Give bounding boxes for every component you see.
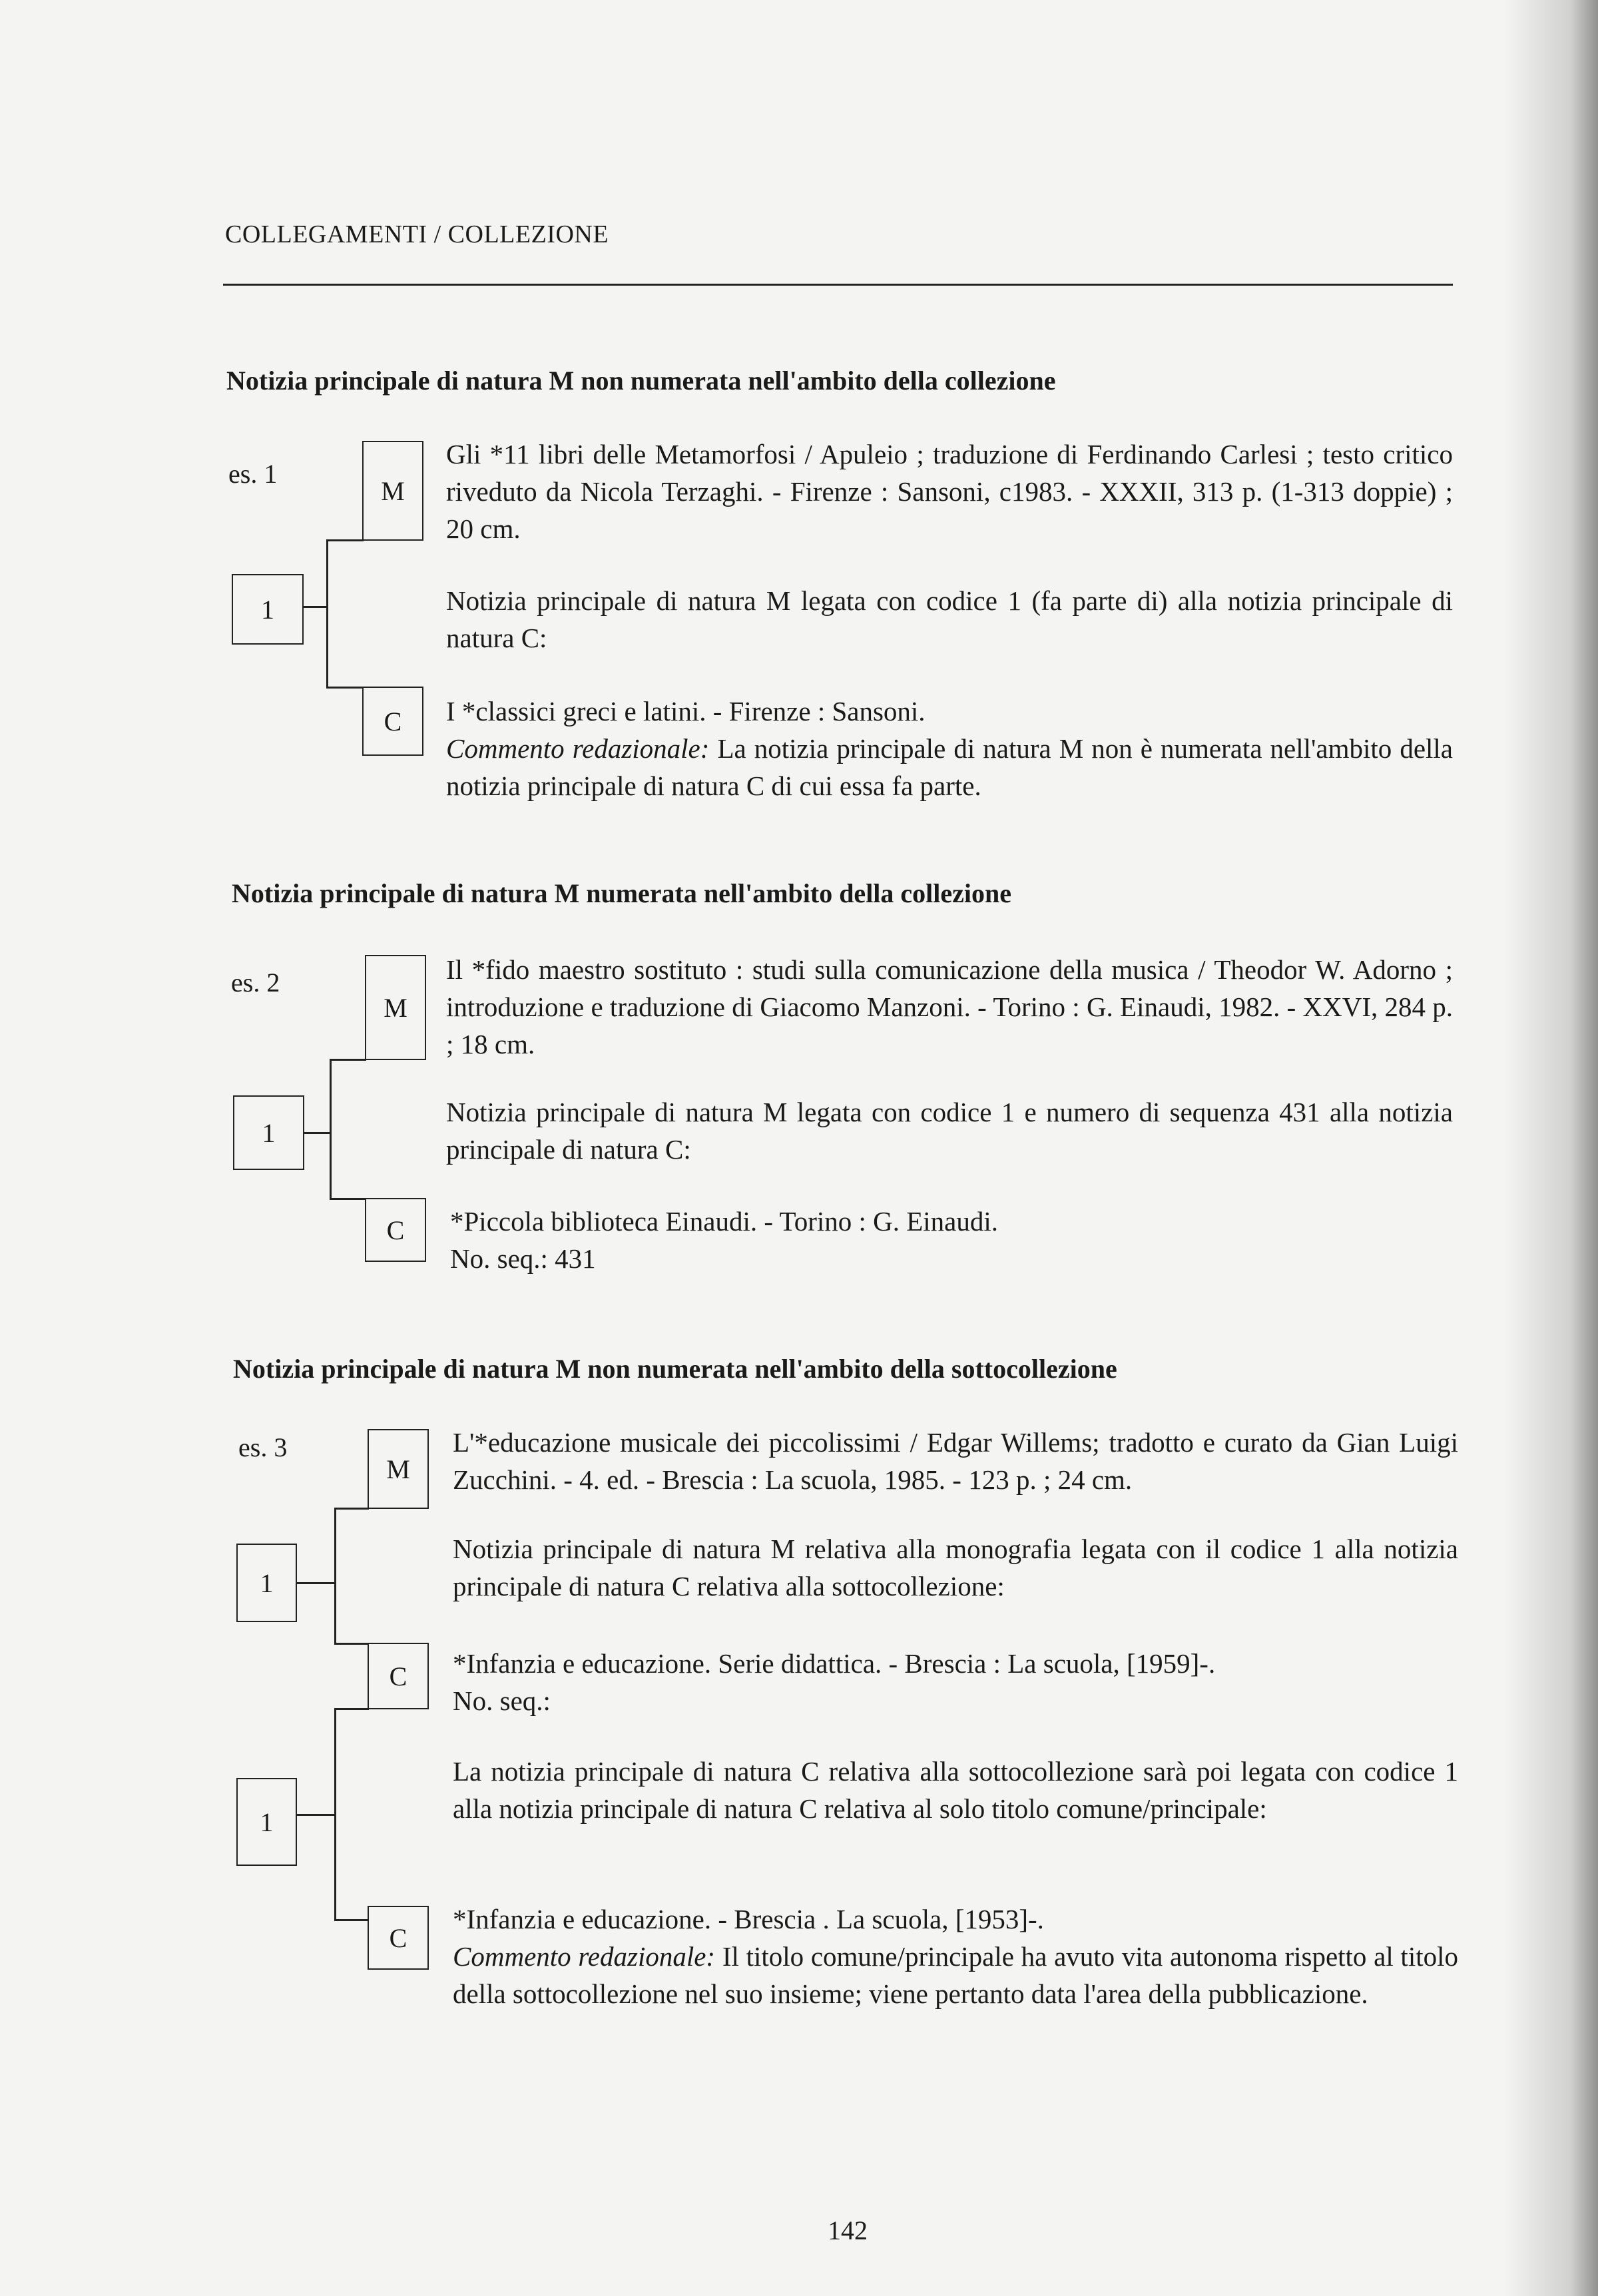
c-box: C [368,1643,429,1709]
c-record-text: *Infanzia e educazione. - Brescia . La scuola, [1953]-. Commento redazionale: Il titolo comune/principale ha avuto vita autonoma rispetto al titolo della sottocollezione nel suo insieme; viene pertanto data l'area della pubblicazione. [453,1904,1459,2009]
connector-line [303,606,326,608]
connector-line [304,1132,330,1134]
c-box: C [362,687,423,756]
header-rule [223,284,1453,286]
c-box: C [365,1198,426,1262]
running-header: COLLEGAMENTI / COLLEZIONE [225,220,609,248]
link-description: Notizia principale di natura M legata con codice 1 (fa parte di) alla notizia principale di natura C: [446,585,1453,653]
comment-text: La notizia principale di natura M non è numerata nell'ambito della notizia principale di natura C di cui essa fa parte. [446,733,1454,801]
section-3-example-label: es. 3 [238,1432,288,1462]
connector-line [296,1814,334,1816]
page-number: 142 [828,2215,868,2245]
connector-line [334,1708,336,1921]
connector-line [296,1582,334,1584]
link-description: Notizia principale di natura M relativa alla monografia legata con il codice 1 alla notizia principale di natura C relativa alla sottocollezione: [453,1534,1458,1601]
sequence-number: No. seq.: [453,1685,551,1716]
section-2-heading: Notizia principale di natura M numerata nell'ambito della collezione [232,878,1012,908]
link-code-box: 1 [233,1095,304,1170]
m-box: M [362,441,423,541]
section-1-heading: Notizia principale di natura M non numerata nell'ambito della collezione [226,366,1056,396]
connector-line [326,539,364,541]
c-box: C [368,1906,429,1970]
m-box: M [368,1429,429,1509]
c-record-text: *Infanzia e educazione. Serie didattica. - Brescia : La scuola, [1959]-. No. seq.: [453,1645,1458,1719]
comment-label: Commento redazionale: [453,1941,716,1972]
c-record-text: I *classici greci e latini. - Firenze : Sansoni. Commento redazionale: La notizia principale di natura M non è numerata nell'ambito della notizia principale di natura C di cui essa fa parte. [446,696,1454,801]
m-record-text: Il *fido maestro sostituto : studi sulla comunicazione della musica / Theodor W. Adorno ; introduzione e traduzione di Giacomo Manzoni. - Torino : G. Einaudi, 1982. - XXVI, 284 p. ; 18 cm. [446,954,1453,1059]
connector-line [334,1508,336,1645]
connector-line [334,1919,369,1921]
connector-line [334,1643,369,1645]
section-2-example-label: es. 2 [231,968,280,998]
sequence-number: No. seq.: 431 [450,1243,596,1274]
connector-line [330,1198,366,1200]
link-code-box: 1 [232,574,304,645]
connector-line [330,1059,332,1200]
link-code-box: 1 [236,1778,297,1866]
connector-line [326,687,364,689]
connector-line [334,1508,369,1510]
link-description: Notizia principale di natura M legata con codice 1 e numero di sequenza 431 alla notizia principale di natura C: [446,1097,1453,1165]
connector-line [330,1059,366,1061]
m-record-text: L'*educazione musicale dei piccolissimi / Edgar Willems; tradotto e curato da Gian Luigi Zucchini. - 4. ed. - Brescia : La scuola, 1985. - 123 p. ; 24 cm. [453,1427,1458,1495]
link-description: La notizia principale di natura C relativa alla sottocollezione sarà poi legata con codice 1 alla notizia principale di natura C relativa al solo titolo comune/principale: [453,1756,1458,1824]
m-record-text: Gli *11 libri delle Metamorfosi / Apuleio ; traduzione di Ferdinando Carlesi ; testo critico riveduto da Nicola Terzaghi. - Firenze : Sansoni, c1983. - XXXII, 313 p. (1-313 doppie) ; 20 cm. [446,439,1453,544]
comment-label: Commento redazionale: [446,733,710,764]
connector-line [326,539,328,689]
section-3-heading: Notizia principale di natura M non numerata nell'ambito della sottocollezione [233,1354,1117,1384]
m-box: M [365,955,426,1060]
page-edge-shadow [1505,0,1598,2296]
c-record-text: *Piccola biblioteca Einaudi. - Torino : G. Einaudi. No. seq.: 431 [450,1203,1453,1277]
link-code-box: 1 [236,1544,297,1622]
connector-line [334,1708,369,1710]
section-1-example-label: es. 1 [228,459,278,489]
comment-text: Il titolo comune/principale ha avuto vita autonoma rispetto al titolo della sottocollezione nel suo insieme; viene pertanto data l'area della pubblicazione. [453,1941,1459,2009]
